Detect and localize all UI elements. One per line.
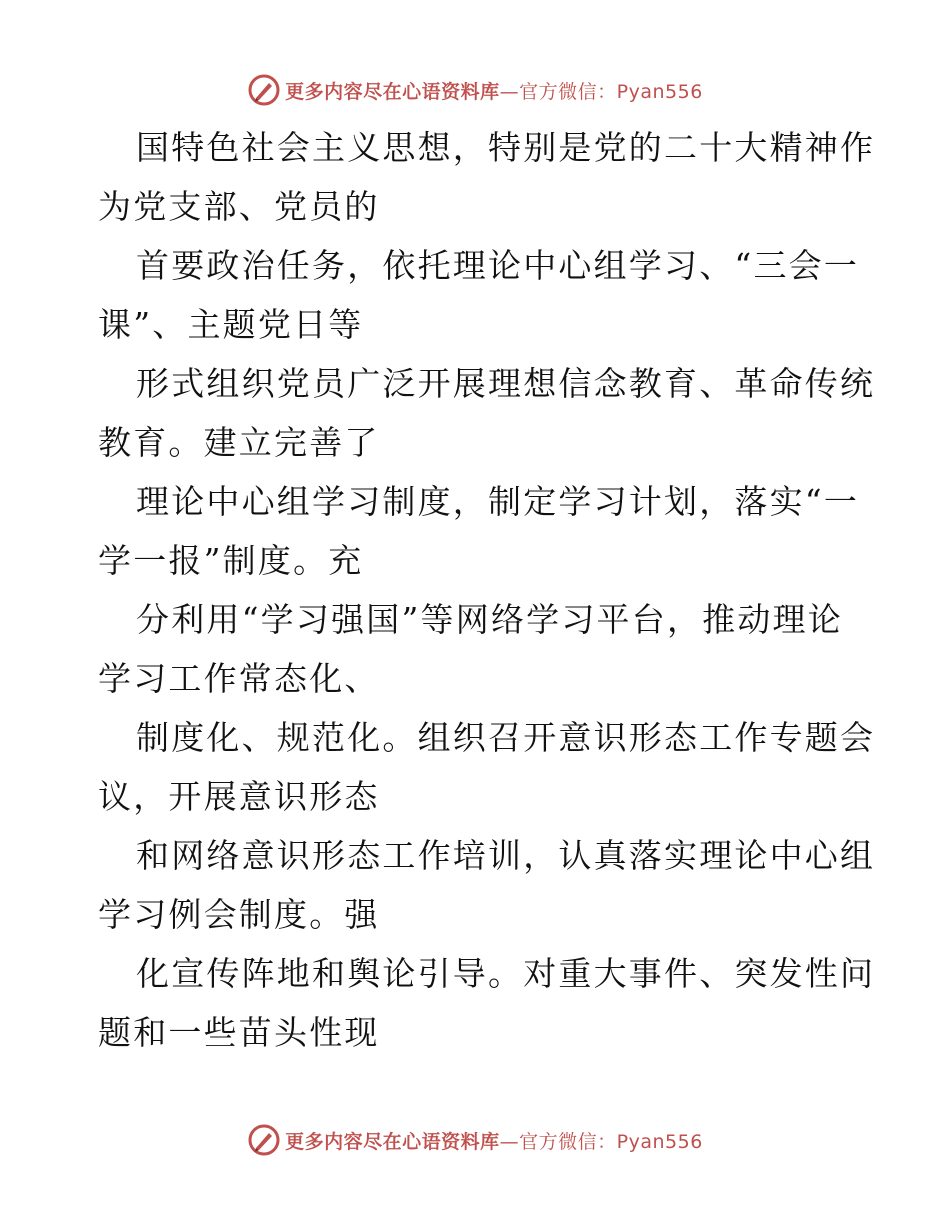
watermark-brand: 更多内容尽在心语资料库 [285,1130,500,1153]
watermark-brand: 更多内容尽在心语资料库 [285,80,500,103]
text-line: 化宣传阵地和舆论引导。对重大事件、突发性问 [136,954,876,993]
watermark-text [285,1127,703,1154]
text-line: 学习例会制度。强 [98,895,380,934]
text-line: 首要政治任务，依托理论中心组学习、“三会一 [136,246,860,285]
pen-circle-logo-icon [247,73,281,107]
pen-circle-logo-icon [247,1123,281,1157]
text-line: 和网络意识形态工作培训，认真落实理论中心组 [136,836,876,875]
document-body [98,118,876,1062]
text-line: 学一报”制度。充 [98,541,364,580]
text-line: 形式组织党员广泛开展理想信念教育、革命传统 [136,364,876,403]
watermark-contact: —官方微信：Pyan556 [499,1130,703,1153]
watermark-text [285,77,703,104]
text-line: 为党支部、党员的 [98,187,380,226]
text-line: 制度化、规范化。组织召开意识形态工作专题会 [136,718,876,757]
text-line: 议，开展意识形态 [98,777,380,816]
text-line: 分利用“学习强国”等网络学习平台，推动理论 [136,600,843,639]
text-line: 题和一些苗头性现 [98,1013,380,1052]
text-line: 理论中心组学习制度，制定学习计划，落实“一 [136,482,860,521]
header-watermark [0,70,950,110]
text-line: 国特色社会主义思想，特别是党的二十大精神作 [136,128,876,167]
text-line: 学习工作常态化、 [98,659,380,698]
footer-watermark [0,1120,950,1160]
text-line: 教育。建立完善了 [98,423,380,462]
text-line: 课”、主题党日等 [98,305,364,344]
watermark-contact: —官方微信：Pyan556 [499,80,703,103]
